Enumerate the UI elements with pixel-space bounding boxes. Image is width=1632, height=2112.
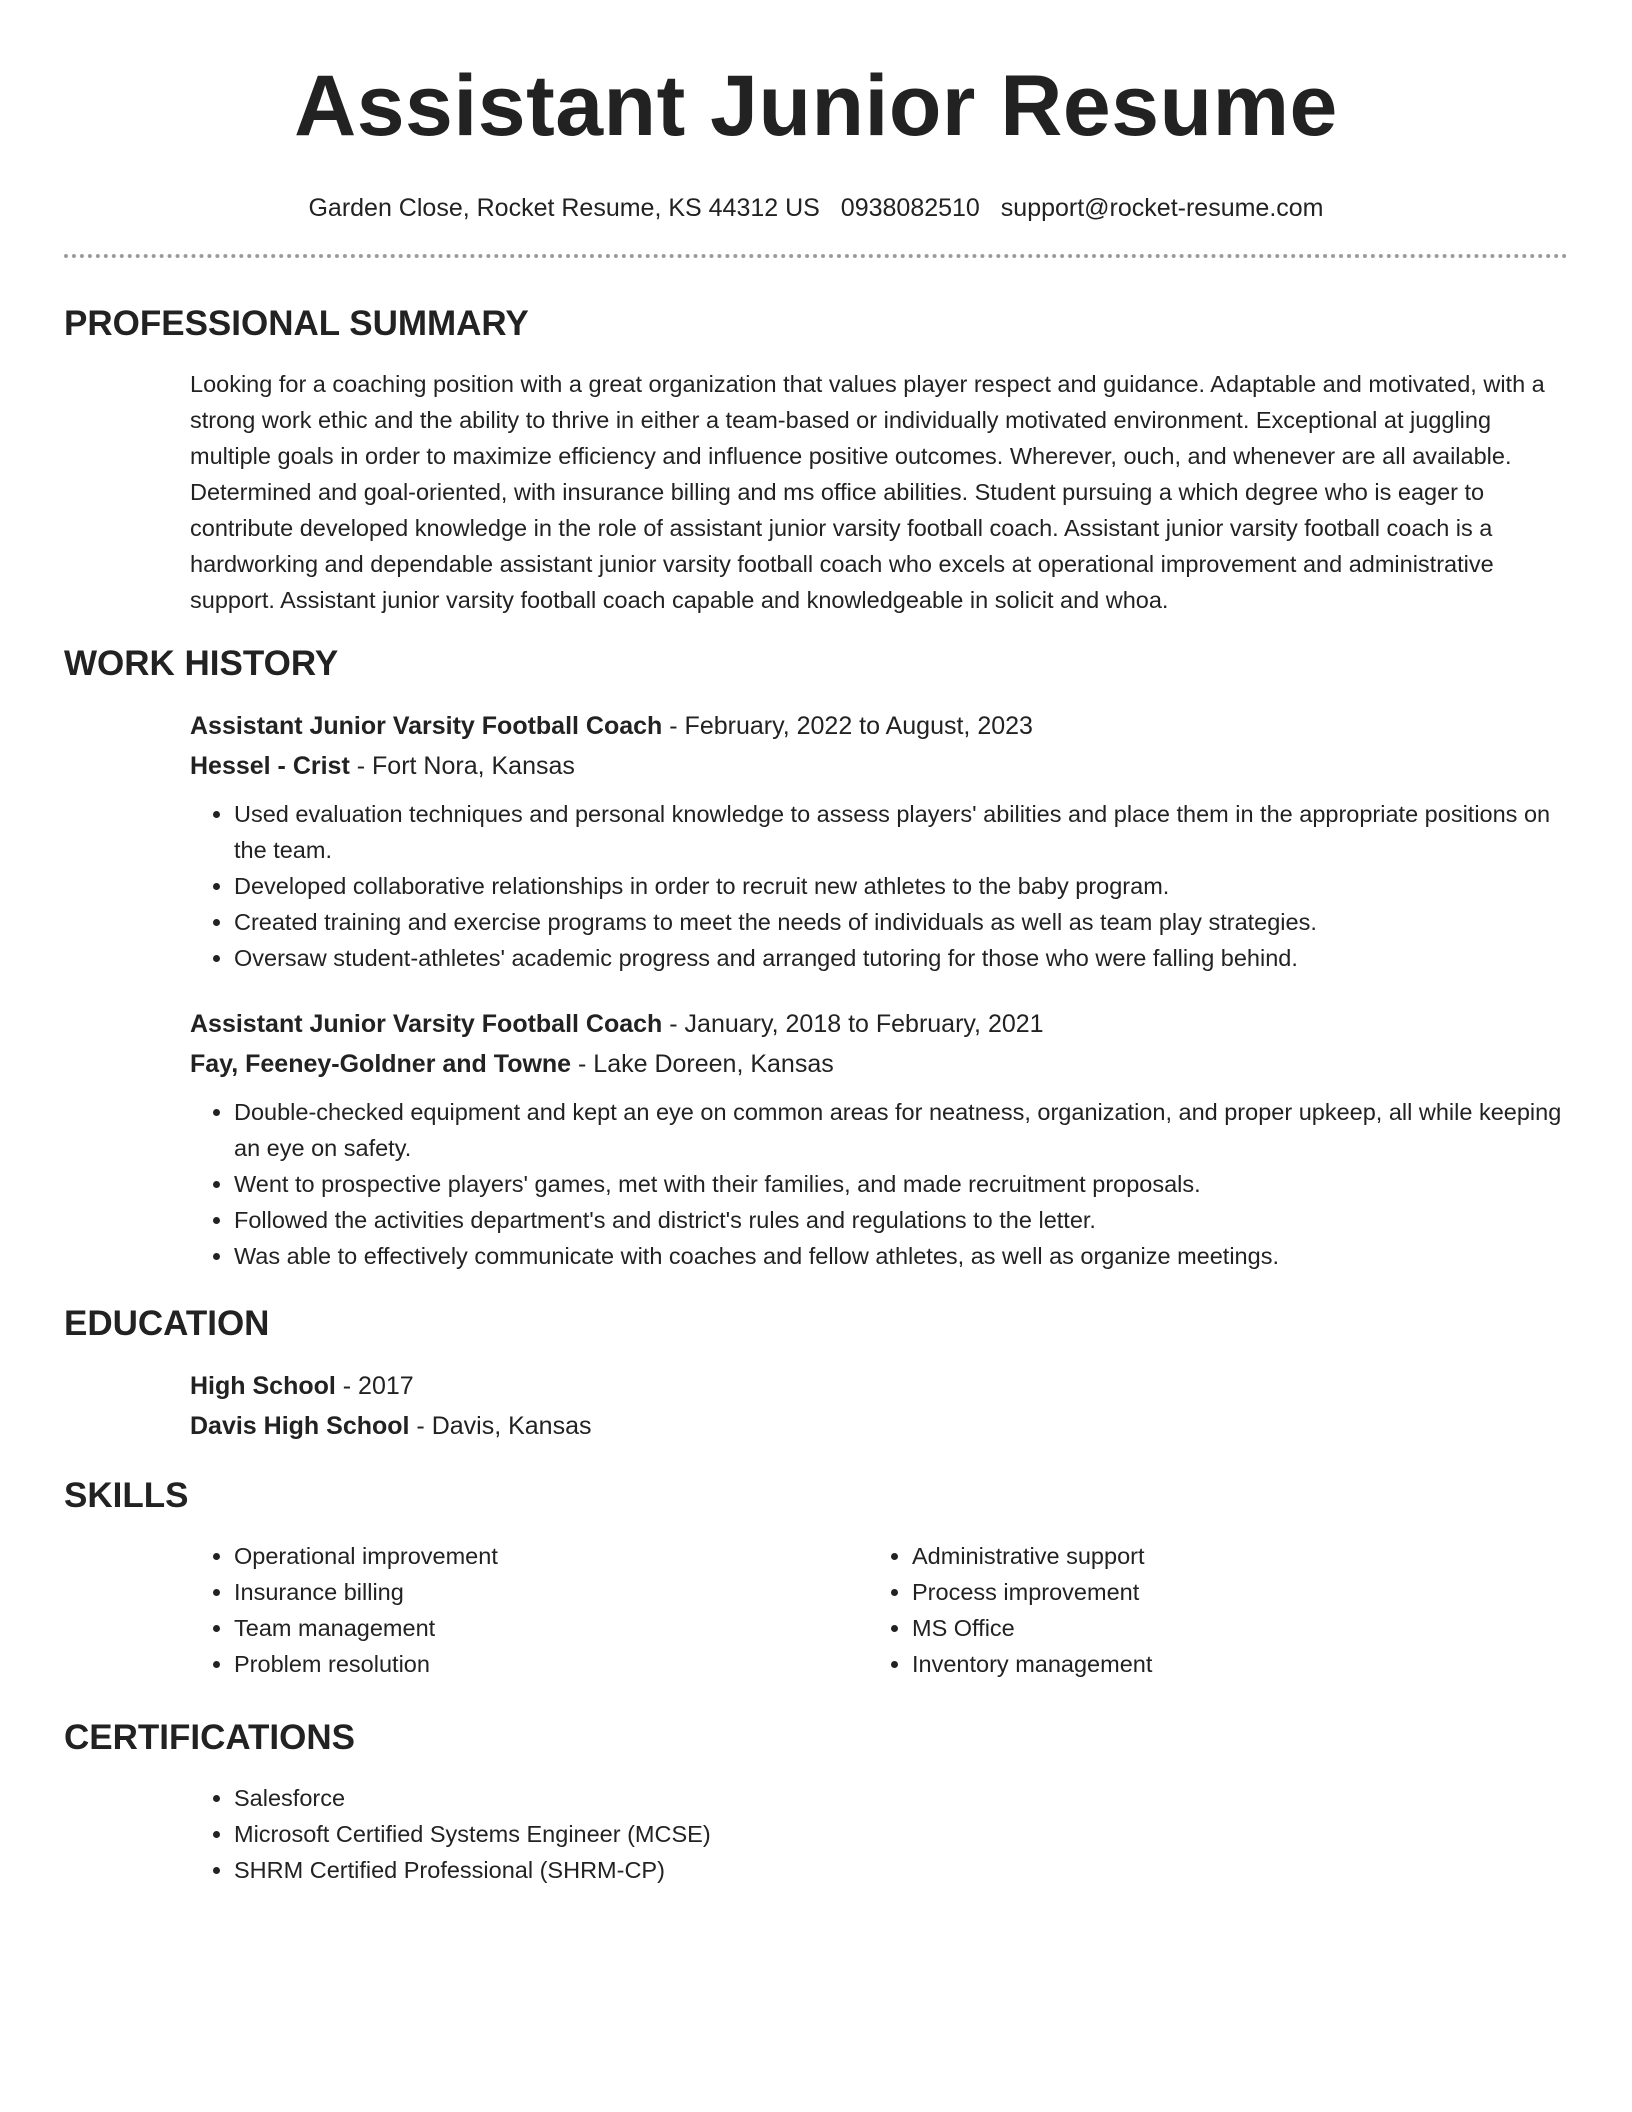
education-section <box>190 1366 1568 1446</box>
resume-name: Assistant Junior Resume <box>294 58 1338 154</box>
certifications-section <box>190 1780 1568 1888</box>
education-degree: High School <box>190 1372 336 1400</box>
education-location: - Davis, Kansas <box>409 1412 592 1440</box>
job-entry <box>190 706 1568 976</box>
certification-item: • Microsoft Certified Systems Engineer (MCSE) <box>234 1816 1568 1852</box>
job-role-line <box>190 706 1568 746</box>
education-year: - 2017 <box>335 1372 414 1400</box>
job-dates: - January, 2018 to February, 2021 <box>662 1010 1044 1038</box>
job-bullet: • Was able to effectively communicate with coaches and fellow athletes, as well as organize meetings. <box>234 1238 1568 1274</box>
section-title-work-history: WORK HISTORY <box>64 644 339 683</box>
section-title-skills: SKILLS <box>64 1476 189 1515</box>
skills-section <box>190 1538 1568 1682</box>
skill-item: • Administrative support <box>912 1538 1546 1574</box>
certification-item: • SHRM Certified Professional (SHRM-CP) <box>234 1852 1568 1888</box>
job-entry <box>190 1004 1568 1274</box>
skill-item: • Inventory management <box>912 1646 1546 1682</box>
certification-list <box>190 1780 1568 1888</box>
job-location: - Fort Nora, Kansas <box>349 752 575 780</box>
skill-item: • Operational improvement <box>234 1538 868 1574</box>
job-bullet: • Double-checked equipment and kept an eye on common areas for neatness, organization, and proper upkeep, all while keeping an eye on safety. <box>234 1094 1568 1166</box>
skill-item: • MS Office <box>912 1610 1546 1646</box>
job-bullet: • Oversaw student-athletes' academic progress and arranged tutoring for those who were falling behind. <box>234 940 1568 976</box>
job-company-line <box>190 1044 1568 1084</box>
job-role: Assistant Junior Varsity Football Coach <box>190 1010 663 1038</box>
job-company-line <box>190 746 1568 786</box>
job-role-line <box>190 1004 1568 1044</box>
contact-email: support@rocket-resume.com <box>1000 194 1324 222</box>
job-bullet: • Used evaluation techniques and personal knowledge to assess players' abilities and place them in the appropriate positions on the team. <box>234 796 1568 868</box>
job-bullet: • Followed the activities department's and district's rules and regulations to the letter. <box>234 1202 1568 1238</box>
skill-item: • Insurance billing <box>234 1574 868 1610</box>
summary-text: Looking for a coaching position with a great organization that values player respect and guidance. Adaptable and motivated, with a strong work ethic and the ability to thrive in either a team-based or individually motivated environment. Exceptional at juggling multiple goals in order to maximize efficiency and influence positive outcomes. Wherever, ouch, and whenever are all available. Determined and goal-oriented, with insurance billing and ms office abilities. Student pursuing a which degree who is eager to contribute developed knowledge in the role of assistant junior varsity football coach. Assistant junior varsity football coach is a hardworking and dependable assistant junior varsity football coach who excels at operational improvement and administrative support. Assistant junior varsity football coach capable and knowledgeable in solicit and whoa. <box>190 371 1545 613</box>
contact-address: Garden Close, Rocket Resume, KS 44312 US <box>308 194 820 222</box>
skill-item: • Team management <box>234 1610 868 1646</box>
work-history-section <box>190 706 1568 1274</box>
skills-column-right <box>868 1538 1546 1682</box>
job-role: Assistant Junior Varsity Football Coach <box>190 712 663 740</box>
education-school: Davis High School <box>190 1412 410 1440</box>
contact-phone: 0938082510 <box>840 194 980 222</box>
skill-item: • Problem resolution <box>234 1646 868 1682</box>
section-title-certifications: CERTIFICATIONS <box>64 1718 356 1757</box>
job-bullet: • Developed collaborative relationships in order to recruit new athletes to the baby program. <box>234 868 1568 904</box>
job-bullets <box>190 1094 1568 1274</box>
job-bullet: • Created training and exercise programs to meet the needs of individuals as well as team play strategies. <box>234 904 1568 940</box>
job-bullet: • Went to prospective players' games, met with their families, and made recruitment proposals. <box>234 1166 1568 1202</box>
section-title-education: EDUCATION <box>64 1304 270 1343</box>
job-company: Fay, Feeney-Goldner and Towne <box>190 1050 572 1078</box>
summary-section <box>190 366 1568 618</box>
education-school-line <box>190 1406 1568 1446</box>
job-bullets <box>190 796 1568 976</box>
header-divider <box>64 254 1568 258</box>
education-degree-line <box>190 1366 1568 1406</box>
job-dates: - February, 2022 to August, 2023 <box>662 712 1033 740</box>
job-company: Hessel - Crist <box>190 752 350 780</box>
certification-item: • Salesforce <box>234 1780 1568 1816</box>
section-title-summary: PROFESSIONAL SUMMARY <box>64 304 529 343</box>
contact-line <box>64 192 1568 224</box>
skill-item: • Process improvement <box>912 1574 1546 1610</box>
job-location: - Lake Doreen, Kansas <box>571 1050 834 1078</box>
skills-column-left <box>190 1538 868 1682</box>
